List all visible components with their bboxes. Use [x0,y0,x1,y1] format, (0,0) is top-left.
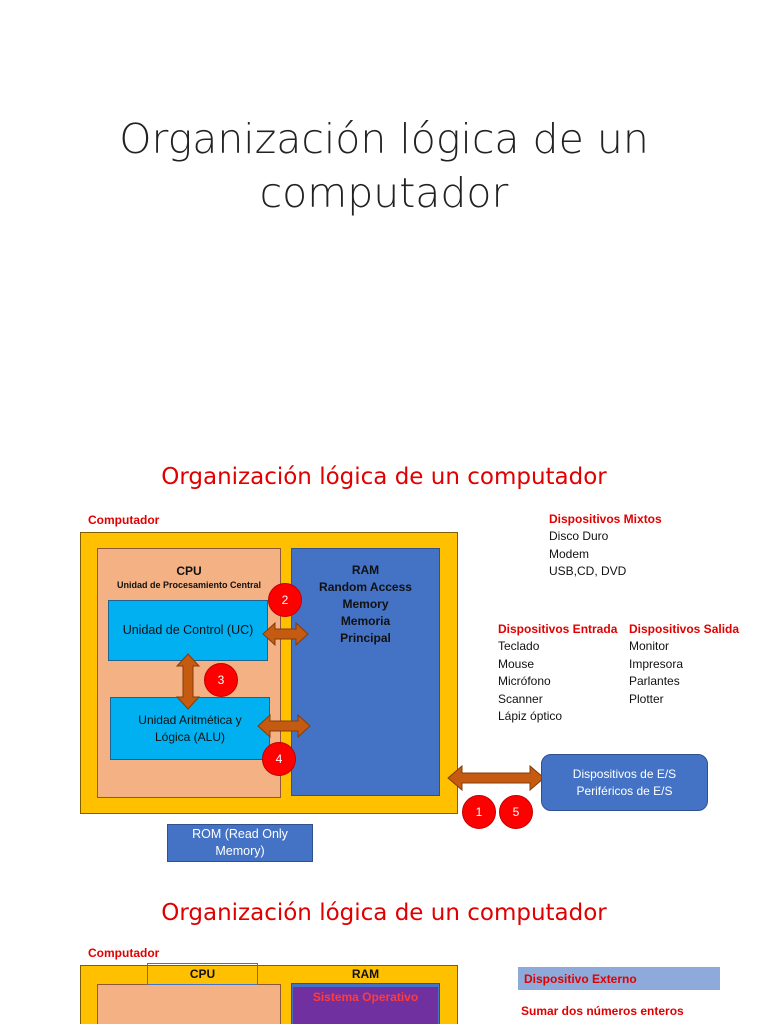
external-device-box [518,967,720,990]
output-devices-list [629,621,739,708]
control-unit-label: Unidad de Control (UC) [122,623,254,637]
task-label: Sumar dos números enteros [521,1004,684,1018]
uc-alu-arrow [177,654,199,709]
cpu-box-2 [97,984,281,1024]
slide-title-line-1: Organización lógica de un [119,115,649,163]
step-badge-5: 5 [499,795,533,829]
external-device-label: Dispositivo Externo [524,971,637,986]
mixed-devices-list [549,511,662,581]
step-badge-2: 2 [268,583,302,617]
input-device-item: Lápiz óptico [498,709,563,723]
input-devices-list [498,621,617,726]
step-badge-4: 4 [262,742,296,776]
mixed-device-item: Disco Duro [549,529,609,543]
cpu-subtitle: Unidad de Procesamiento Central [116,580,262,590]
mixed-device-item: Modem [549,546,590,561]
diagram-1-title: Organización lógica de un computador [161,464,607,490]
alu-ram-arrow [258,715,310,737]
ram-line-4: Memoria [340,614,391,628]
input-devices-title: Dispositivos Entrada [498,622,618,636]
io-devices-line-1: Dispositivos de E/S [572,766,677,781]
input-device-item: Mouse [498,656,535,671]
io-devices-line-2: Periféricos de E/S [576,783,673,798]
output-device-item: Impresora [629,656,684,671]
input-device-item: Teclado [498,639,540,653]
output-device-item: Monitor [629,639,670,653]
cpu-label-2: CPU [147,963,258,985]
alu-label-line-1: Unidad Aritmética y [138,712,242,727]
rom-box [167,824,313,862]
os-box [293,987,438,1024]
output-devices-title: Dispositivos Salida [629,622,740,636]
step-badge-3: 3 [204,663,238,697]
io-devices-box [541,754,708,811]
slide-title-line-2: computador [259,169,509,217]
rom-label-line-2: Memory) [215,844,265,858]
mixed-device-item: USB,CD, DVD [549,564,627,578]
computer-io-arrow [448,766,544,790]
ram-label-2: RAM [351,967,380,981]
input-device-item: Scanner [498,691,543,706]
ram-line-3: Memory [342,597,389,611]
ram-line-5: Principal [340,631,391,645]
rom-label-line-1: ROM (Read Only [192,827,288,841]
computer-label-2: Computador [88,946,160,960]
ram-line-2: Random Access [319,580,412,594]
os-label: Sistema Operativo [312,990,419,1004]
cpu-title: CPU [176,564,202,578]
ram-line-1: RAM [351,563,380,577]
output-device-item: Parlantes [629,674,680,688]
computer-label: Computador [88,513,160,527]
input-device-item: Micrófono [498,674,551,688]
diagram-2-title: Organización lógica de un computador [161,900,607,926]
step-badge-1: 1 [462,795,496,829]
alu-label-line-2: Lógica (ALU) [154,729,226,744]
output-device-item: Plotter [629,691,664,706]
mixed-devices-title: Dispositivos Mixtos [549,512,662,526]
uc-ram-arrow [263,623,308,645]
